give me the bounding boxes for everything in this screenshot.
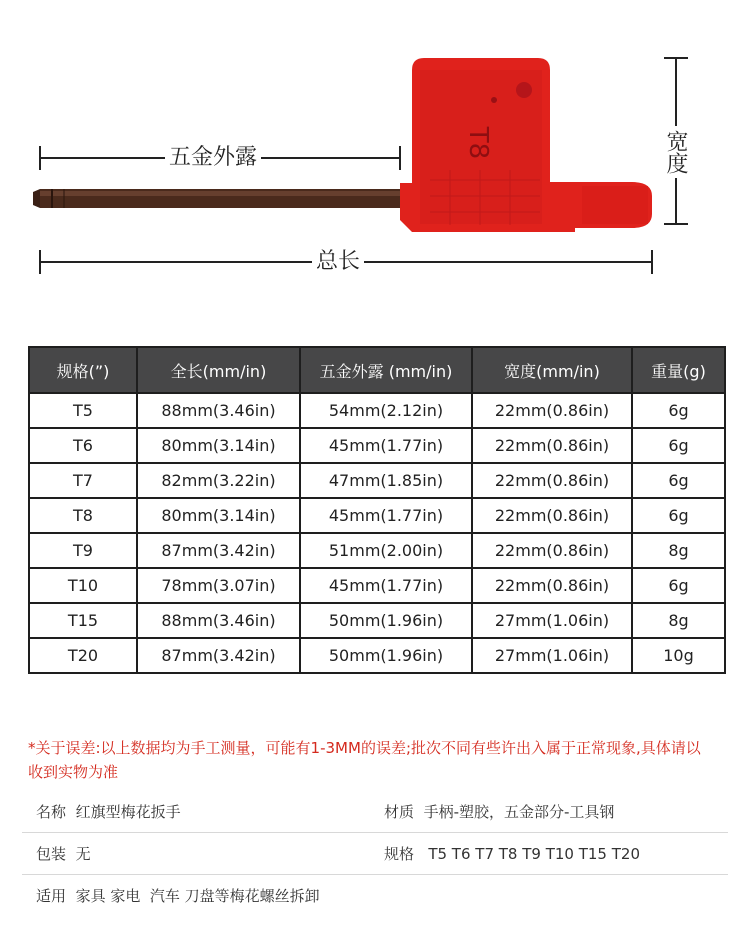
cell-spec: T6 <box>29 428 137 463</box>
cell-width: 22mm(0.86in) <box>472 463 632 498</box>
table-row <box>29 393 725 428</box>
table-header-row <box>29 347 725 393</box>
cell-spec: T15 <box>29 603 137 638</box>
cell-total-length: 88mm(3.46in) <box>137 603 300 638</box>
package-row <box>36 844 91 864</box>
material-value: 手柄-塑胶，五金部分-工具钢 <box>423 803 615 821</box>
product-name-row <box>36 802 181 822</box>
header-spec: 规格(”) <box>29 347 137 393</box>
cell-spec: T5 <box>29 393 137 428</box>
product-name-value: 红旗型梅花扳手 <box>75 803 181 821</box>
material-row <box>384 802 614 822</box>
total-length-label: 总长 <box>312 248 364 276</box>
cell-exposed-metal: 47mm(1.85in) <box>300 463 472 498</box>
cell-spec: T7 <box>29 463 137 498</box>
table-row <box>29 498 725 533</box>
spec-label: 规格 <box>384 845 415 863</box>
table-row <box>29 533 725 568</box>
width-label: 宽度 <box>659 126 689 178</box>
cell-weight: 10g <box>632 638 725 673</box>
table-row <box>29 463 725 498</box>
table-row <box>29 603 725 638</box>
usage-row <box>36 886 320 906</box>
cell-weight: 6g <box>632 498 725 533</box>
cell-spec: T8 <box>29 498 137 533</box>
cell-width: 22mm(0.86in) <box>472 428 632 463</box>
cell-width: 22mm(0.86in) <box>472 533 632 568</box>
cell-exposed-metal: 54mm(2.12in) <box>300 393 472 428</box>
material-label: 材质 <box>384 803 415 821</box>
cell-exposed-metal: 50mm(1.96in) <box>300 603 472 638</box>
measurement-note: *关于误差:以上数据均为手工测量，可能有1-3MM的误差;批次不同有些许出入属于正常现象,具体请以收到实物为准 <box>28 739 701 781</box>
cell-spec: T9 <box>29 533 137 568</box>
cell-width: 27mm(1.06in) <box>472 603 632 638</box>
wrench-size-mark: T8 <box>463 126 494 160</box>
torx-tip <box>33 189 40 208</box>
product-name-label: 名称 <box>36 803 67 821</box>
torx-wrench-drawing <box>0 0 750 300</box>
cell-weight: 6g <box>632 463 725 498</box>
usage-label: 适用 <box>36 887 67 905</box>
spec-row <box>384 844 640 864</box>
cell-exposed-metal: 51mm(2.00in) <box>300 533 472 568</box>
cell-total-length: 87mm(3.42in) <box>137 533 300 568</box>
spec-value: T5 T6 T7 T8 T9 T10 T15 T20 <box>428 845 640 863</box>
header-total-length: 全长(mm/in) <box>137 347 300 393</box>
cell-weight: 6g <box>632 393 725 428</box>
spec-table <box>28 346 726 674</box>
package-value: 无 <box>75 845 91 863</box>
exposed-metal-label: 五金外露 <box>165 144 261 172</box>
cell-total-length: 80mm(3.14in) <box>137 428 300 463</box>
cell-total-length: 88mm(3.46in) <box>137 393 300 428</box>
info-divider <box>22 832 728 833</box>
cell-width: 22mm(0.86in) <box>472 498 632 533</box>
package-label: 包装 <box>36 845 67 863</box>
header-exposed-metal: 五金外露 (mm/in) <box>300 347 472 393</box>
cell-width: 27mm(1.06in) <box>472 638 632 673</box>
cell-total-length: 78mm(3.07in) <box>137 568 300 603</box>
cell-exposed-metal: 45mm(1.77in) <box>300 568 472 603</box>
cell-exposed-metal: 50mm(1.96in) <box>300 638 472 673</box>
cell-exposed-metal: 45mm(1.77in) <box>300 498 472 533</box>
cell-spec: T20 <box>29 638 137 673</box>
cell-weight: 8g <box>632 533 725 568</box>
cell-width: 22mm(0.86in) <box>472 393 632 428</box>
info-divider <box>22 874 728 875</box>
product-illustration <box>0 0 750 300</box>
cell-exposed-metal: 45mm(1.77in) <box>300 428 472 463</box>
hang-hole <box>516 82 532 98</box>
cell-weight: 6g <box>632 428 725 463</box>
table-row <box>29 568 725 603</box>
table-row <box>29 428 725 463</box>
usage-value: 家具 家电 汽车 刀盘等梅花螺丝拆卸 <box>75 887 320 905</box>
cell-total-length: 80mm(3.14in) <box>137 498 300 533</box>
header-weight: 重量(g) <box>632 347 725 393</box>
table-row <box>29 638 725 673</box>
cell-total-length: 87mm(3.42in) <box>137 638 300 673</box>
header-width: 宽度(mm/in) <box>472 347 632 393</box>
cell-total-length: 82mm(3.22in) <box>137 463 300 498</box>
cell-weight: 6g <box>632 568 725 603</box>
cell-spec: T10 <box>29 568 137 603</box>
cell-weight: 8g <box>632 603 725 638</box>
cell-width: 22mm(0.86in) <box>472 568 632 603</box>
